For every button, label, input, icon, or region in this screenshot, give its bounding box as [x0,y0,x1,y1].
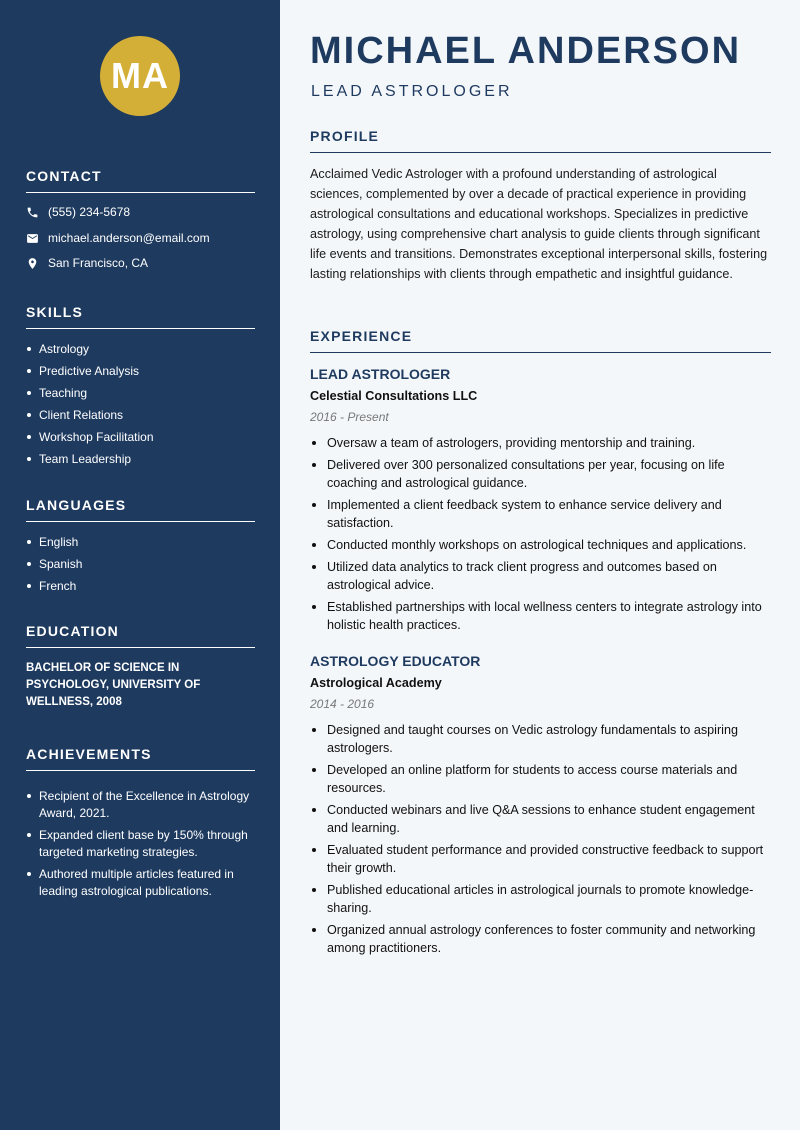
mail-icon [26,232,39,245]
job-bullet: Oversaw a team of astrologers, providing mentorship and training. [310,434,772,452]
language-item: Spanish [26,556,261,578]
skill-item: Teaching [26,385,261,407]
languages-heading: LANGUAGES [26,497,255,522]
job-bullet: Delivered over 300 personalized consultations per year, focusing on life coaching and astrological guidance. [310,456,772,492]
contact-heading: CONTACT [26,168,255,193]
avatar: MA [100,36,180,116]
job-bullet: Implemented a client feedback system to enhance service delivery and satisfaction. [310,496,772,532]
job-bullet: Utilized data analytics to track client progress and outcomes based on astrological advice. [310,558,772,594]
skill-item: Team Leadership [26,451,261,473]
phone-text: (555) 234-5678 [48,205,131,219]
contact-location [26,256,148,270]
job-company: Celestial Consultations LLC [310,389,478,403]
job-bullet: Organized annual astrology conferences to foster community and networking among practitioners. [310,921,772,957]
job-bullet: Established partnerships with local wellness centers to integrate astrology into holistic health practices. [310,598,772,634]
profile-heading: PROFILE [310,128,771,153]
job-bullets [310,721,772,961]
job-bullets [310,434,772,638]
job-title: ASTROLOGY EDUCATOR [310,653,481,669]
skill-item: Workshop Facilitation [26,429,261,451]
job-bullet: Conducted webinars and live Q&A sessions to enhance student engagement and learning. [310,801,772,837]
sidebar [0,0,280,1130]
skill-item: Predictive Analysis [26,363,261,385]
achievements-heading: ACHIEVEMENTS [26,746,255,771]
education-degree: BACHELOR OF SCIENCE IN PSYCHOLOGY, UNIVERSITY OF WELLNESS, 2008 [26,662,201,708]
job-company: Astrological Academy [310,676,442,690]
job-dates: 2016 - Present [310,410,389,424]
job-bullet: Developed an online platform for students to access course materials and resources. [310,761,772,797]
education-heading: EDUCATION [26,623,255,648]
skill-item: Client Relations [26,407,261,429]
achievement-item: Expanded client base by 150% through targeted marketing strategies. [26,827,261,861]
contact-email [26,231,210,245]
skill-item: Astrology [26,341,261,363]
main-content [280,0,800,1130]
experience-heading: EXPERIENCE [310,328,771,353]
languages-list [26,534,261,600]
job-title: LEAD ASTROLOGER [310,366,451,382]
email-text: michael.anderson@email.com [48,231,210,245]
candidate-name: MICHAEL ANDERSON [310,30,742,72]
location-text: San Francisco, CA [48,256,149,270]
location-pin-icon [26,257,39,270]
phone-icon [26,206,39,219]
job-dates: 2014 - 2016 [310,697,375,711]
achievement-item: Authored multiple articles featured in leading astrological publications. [26,866,261,900]
contact-phone [26,205,130,219]
language-item: French [26,578,261,600]
job-bullet: Evaluated student performance and provided constructive feedback to support their growth. [310,841,772,877]
achievement-item: Recipient of the Excellence in Astrology Award, 2021. [26,788,261,822]
job-bullet: Designed and taught courses on Vedic astrology fundamentals to aspiring astrologers. [310,721,772,757]
profile-text: Acclaimed Vedic Astrologer with a profound understanding of astrological sciences, complemented by over a decade of practical experience in providing astrological consultations and educational workshops. Specializes in predictive astrology, using comprehensive chart analysis to guide clients through significant life events and transitions. Demonstrates exceptional interpersonal skills, fostering lasting relationships with clients through empathetic and insightful guidance. [310,167,768,281]
language-item: English [26,534,261,556]
achievements-list [26,788,261,905]
job-bullet: Conducted monthly workshops on astrological techniques and applications. [310,536,772,554]
skills-list [26,341,261,473]
job-bullet: Published educational articles in astrological journals to promote knowledge-sharing. [310,881,772,917]
candidate-role: LEAD ASTROLOGER [311,83,513,100]
skills-heading: SKILLS [26,304,255,329]
